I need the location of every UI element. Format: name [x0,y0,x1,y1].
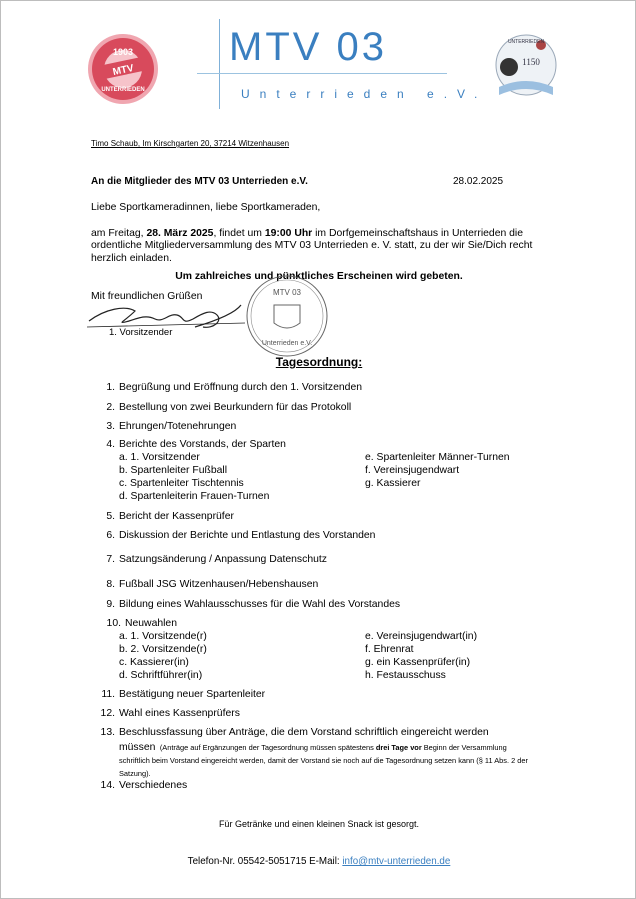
agenda-item-7 [106,554,327,565]
agenda-item-2 [106,402,352,413]
item13-note-2: Beginn der Versammlung schriftlich beim Vorstand eingereicht werden, damit der Vorstand sie noch auf die Tagesordnung setzen kann (§ 11 Abs. 2 der Satzung). [119,743,528,778]
item10-sub-d: d. Schriftführer(in) [119,670,203,681]
item4-sub-g: g. Kassierer [365,478,421,489]
village-anniversary-logo [495,31,557,103]
agenda-num: 8. [106,579,115,590]
stamp-top: MTV 03 [272,288,302,297]
header-vertical-rule [219,19,220,109]
agenda-text: Bericht der Kassenprüfer [119,511,234,522]
item13-word: müssen [119,742,156,753]
intro-date: 28. März 2025 [146,228,214,239]
agenda-num: 4. [106,439,115,450]
agenda-item-5 [106,511,234,522]
agenda-item-14 [100,780,188,791]
intro-text-2: , findet um [213,228,265,239]
agenda-item-8 [106,579,319,590]
signatory-role: 1. Vorsitzender [109,327,173,338]
item13-note-1: (Anträge auf Ergänzungen der Tagesordnung müssen spätestens [159,743,376,752]
agenda-item-9 [106,599,401,610]
logo-left-year: 1903 [112,47,134,57]
agenda-num: 9. [106,599,115,610]
agenda-num: 5. [106,511,115,522]
logo-left-name: UNTERRIEDEN [101,87,145,93]
closing: Mit freundlichen Grüßen [91,291,203,302]
agenda-num: 3. [106,421,115,432]
agenda-text: Bildung eines Wahlausschusses für die Wahl des Vorstandes [119,599,401,610]
agenda-num: 7. [106,554,115,565]
item10-sub-h: h. Festausschuss [365,670,446,681]
item4-sub-b: b. Spartenleiter Fußball [119,465,228,476]
agenda-num: 6. [106,530,115,541]
agenda-text: Begrüßung und Eröffnung durch den 1. Vorsitzenden [119,382,363,393]
item4-sub-e: e. Spartenleiter Männer-Turnen [365,452,510,463]
intro-text-1: am Freitag, [91,228,147,239]
email-link[interactable]: info@mtv-unterrieden.de [342,856,451,867]
agenda-text: Neuwahlen [125,618,177,629]
logo-right-year: 1150 [522,57,540,67]
item10-sub-c: c. Kassierer(in) [119,657,189,668]
agenda-item-3 [106,421,237,432]
item10-sub-g: g. ein Kassenprüfer(in) [365,657,471,668]
agenda-item-11 [101,689,266,700]
agenda-text: Bestätigung neuer Spartenleiter [119,689,266,700]
agenda-num: 1. [106,382,115,393]
agenda-title: Tagesordnung: [275,355,363,369]
item4-sub-d: d. Spartenleiterin Frauen-Turnen [119,491,270,502]
agenda-num: 14. [100,780,115,791]
agenda-text: Diskussion der Berichte und Entlastung des Vorstanden [119,530,376,541]
agenda-text: Bestellung von zwei Beurkundern für das Protokoll [119,402,352,413]
agenda-text: Satzungsänderung / Anpassung Datenschutz [119,554,327,565]
agenda-num: 11. [101,689,115,700]
agenda-item-13 [100,727,539,738]
agenda-num: 13. [100,727,115,738]
recipient: An die Mitglieder des MTV 03 Unterrieden e.V. [91,176,308,187]
logo-left-mtv: MTV [111,62,135,79]
item13-note-bold: drei Tage vor [375,743,422,752]
item10-sub-e: e. Vereinsjugendwart(in) [365,631,478,642]
agenda-text: Wahl eines Kassenprüfers [119,708,240,719]
agenda-item-10 [106,618,177,629]
intro-text-3: im Dorfgemeinschaftshaus in Unterrieden die ordentliche Mitgliederversammlung des MTV 03 Unterrieden e. V. statt, zu der wir Sie/Dich recht herzlich einladen. [91,228,533,264]
club-logo-left [87,33,159,105]
brand-subtitle: Unterrieden e.V. [241,87,488,101]
agenda-text: Berichte des Vorstands, der Sparten [119,439,286,450]
agenda-num: 10. [106,618,121,629]
agenda-text: Verschiedenes [119,780,188,791]
item4-sub-f: f. Vereinsjugendwart [365,465,460,476]
stamp-bottom: Unterrieden e.V. [261,340,313,347]
contact-line [1,856,636,867]
agenda-item-1 [106,382,363,393]
agenda-item-4 [106,439,286,450]
agenda-text: Ehrungen/Totenehrungen [119,421,237,432]
agenda-item-13-note [119,740,539,779]
header-horizontal-rule [197,73,447,74]
intro-time: 19:00 Uhr [264,228,313,239]
agenda-num: 12. [100,708,115,719]
logo-right-name: UNTERRIEDEN [507,39,545,45]
item4-sub-c: c. Spartenleiter Tischtennis [119,478,244,489]
agenda-num: 2. [106,402,115,413]
brand-title: MTV 03 [229,25,388,69]
attendance-callout: Um zahlreiches und pünktliches Erscheinen wird gebeten. [175,271,463,282]
refreshments-note: Für Getränke und einen kleinen Snack ist gesorgt. [218,819,420,829]
letter-date: 28.02.2025 [453,176,504,187]
agenda-item-12 [100,708,240,719]
sender-line: Timo Schaub, Im Kirschgarten 20, 37214 Witzenhausen [91,139,290,148]
club-stamp [244,273,330,359]
agenda-item-6 [106,530,376,541]
greeting: Liebe Sportkameradinnen, liebe Sportkameraden, [91,202,321,213]
item10-sub-b: b. 2. Vorsitzende(r) [119,644,207,655]
agenda-text: Fußball JSG Witzenhausen/Hebenshausen [119,579,319,590]
agenda-text: Beschlussfassung über Anträge, die dem Vorstand schriftlich eingereicht werden [119,727,489,738]
item4-sub-a: a. 1. Vorsitzender [119,452,200,463]
phone-text: Telefon-Nr. 05542-5051715 E-Mail: [187,856,343,867]
item10-sub-a: a. 1. Vorsitzende(r) [119,631,207,642]
intro-paragraph [91,228,541,265]
item10-sub-f: f. Ehrenrat [365,644,414,655]
